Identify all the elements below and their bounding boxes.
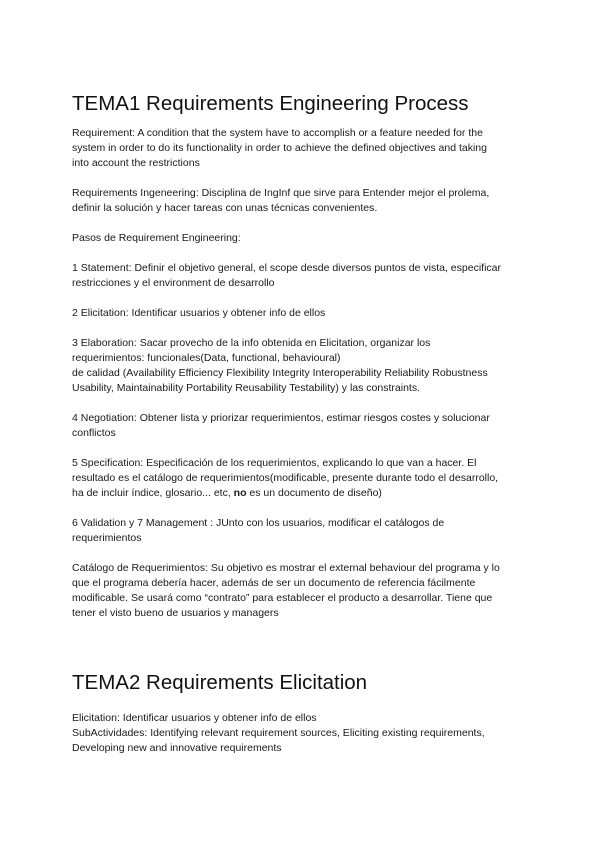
section-tema1 bbox=[72, 88, 540, 621]
text-line: tener el visto bueno de usuarios y managers bbox=[72, 607, 279, 619]
text-fragment: es un documento de diseño) bbox=[246, 487, 382, 499]
text-line: Developing new and innovative requirements bbox=[72, 742, 282, 754]
text-line: restricciones y el environment de desarrollo bbox=[72, 277, 275, 289]
section-title: TEMA2 Requirements Elicitation bbox=[72, 671, 368, 694]
emphasis-no: no bbox=[233, 487, 247, 499]
text-fragment: ha de incluir índice, glosario... etc, bbox=[72, 487, 234, 499]
step-specification bbox=[72, 456, 540, 501]
text-line: requerimientos: funcionales(Data, functional, behavioural) bbox=[72, 352, 341, 364]
text-line: Elicitation: Identificar usuarios y obtener info de ellos bbox=[72, 712, 317, 724]
text-line: 6 Validation y 7 Management : JUnto con los usuarios, modificar el catálogos de bbox=[72, 517, 445, 529]
requirement-definition bbox=[72, 126, 540, 171]
requirements-engineering-definition bbox=[72, 186, 540, 216]
text-line: system in order to do its functionality in order to achieve the defined objectives and taking bbox=[72, 142, 487, 154]
step-elicitation bbox=[72, 306, 540, 321]
text-line: SubActividades: Identifying relevant requirement sources, Eliciting existing requirements, bbox=[72, 727, 485, 739]
text-line: Requirement: A condition that the system have to accomplish or a feature needed for the bbox=[72, 127, 483, 139]
elicitation-paragraph bbox=[72, 711, 540, 756]
text-line: 4 Negotiation: Obtener lista y priorizar requerimientos, estimar riesgos costes y solucionar bbox=[72, 412, 490, 424]
step-elaboration bbox=[72, 336, 540, 396]
text-line: requerimientos bbox=[72, 532, 142, 544]
catalog-definition bbox=[72, 561, 540, 621]
text-line: resultado es el catálogo de requerimientos(modificable, presente durante todo el desarrollo, bbox=[72, 472, 499, 484]
text-line: 5 Specification: Especificación de los requerimientos, explicando lo que van a hacer. El bbox=[72, 457, 477, 469]
text-line: Usability, Maintainability Portability Reusability Testability) y las constraints. bbox=[72, 382, 420, 394]
text-line: 2 Elicitation: Identificar usuarios y obtener info de ellos bbox=[72, 307, 326, 319]
section-tema2 bbox=[72, 667, 540, 756]
step-negotiation bbox=[72, 411, 540, 441]
text-line: 3 Elaboration: Sacar provecho de la info obtenida en Elicitation, organizar los bbox=[72, 337, 431, 349]
text-line bbox=[72, 486, 540, 501]
text-line: de calidad (Availability Efficiency Flexibility Integrity Interoperability Reliability Robustness bbox=[72, 367, 488, 379]
text-line: 1 Statement: Definir el objetivo general, el scope desde diversos puntos de vista, especificar bbox=[72, 262, 501, 274]
step-validation-management bbox=[72, 516, 540, 546]
section-title: TEMA1 Requirements Engineering Process bbox=[72, 92, 469, 115]
text-line: conflictos bbox=[72, 427, 116, 439]
text-line: Catálogo de Requerimientos: Su objetivo es mostrar el external behaviour del programa y lo bbox=[72, 562, 500, 574]
text-line: into account the restrictions bbox=[72, 157, 200, 169]
steps-heading bbox=[72, 231, 540, 246]
text-line: Requirements Ingeneering: Disciplina de IngInf que sirve para Entender mejor el prolema, bbox=[72, 187, 490, 199]
text-line: Pasos de Requirement Engineering: bbox=[72, 232, 241, 244]
text-line: que el programa debería hacer, además de ser un documento de referencia fácilmente bbox=[72, 577, 476, 589]
text-line: modificable. Se usará como “contrato” para establecer el producto a desarrollar. Tiene que bbox=[72, 592, 493, 604]
text-line: definir la solución y hacer tareas con unas técnicas convenientes. bbox=[72, 202, 378, 214]
step-statement bbox=[72, 261, 540, 291]
